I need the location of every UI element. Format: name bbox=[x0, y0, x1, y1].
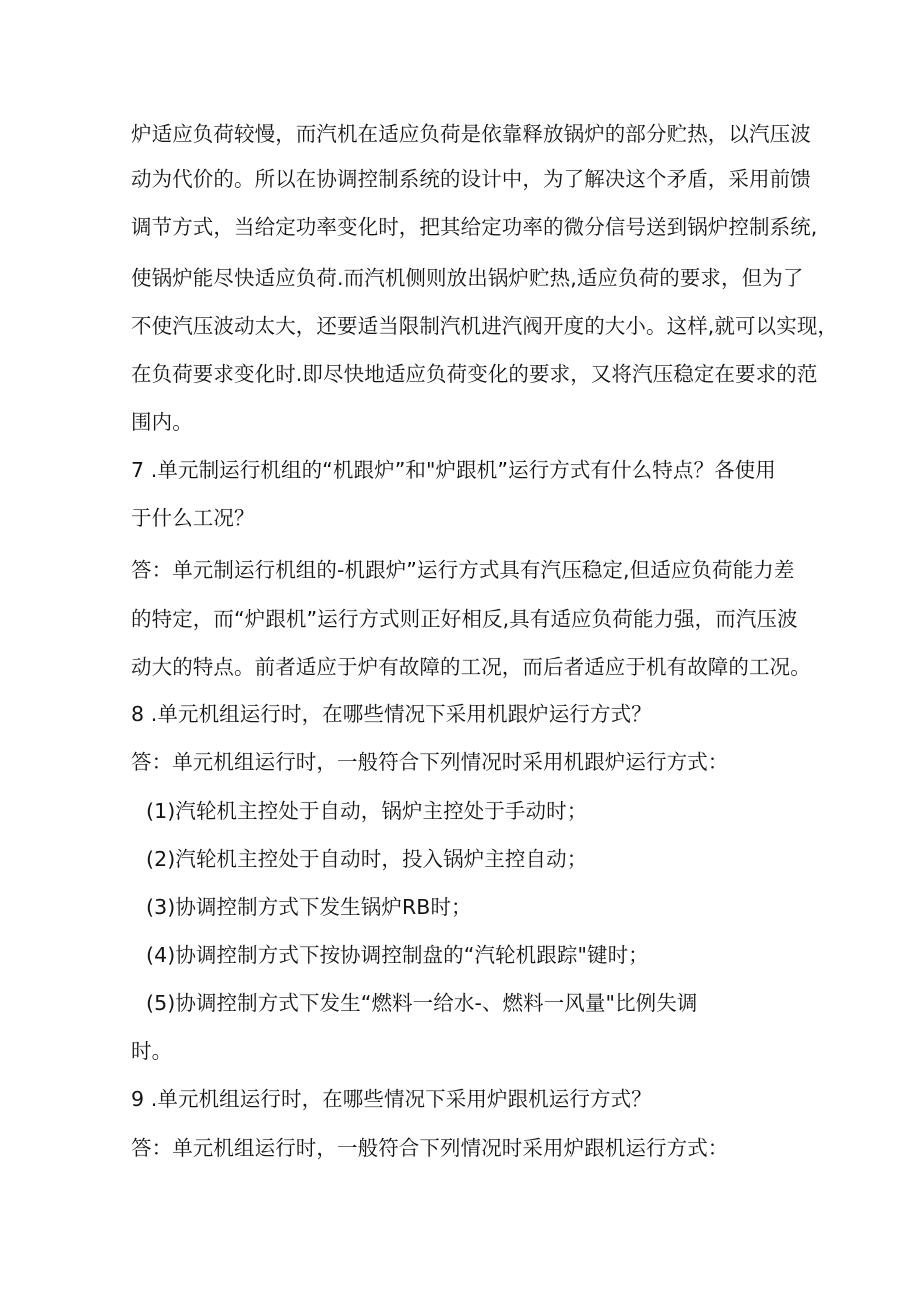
answer-text: 动大的特点。前者适应于炉有故障的工况，而后者适应于机有故障的工况。 bbox=[131, 655, 811, 679]
text-line: 围内。 bbox=[131, 410, 193, 434]
list-item-continuation: 时。 bbox=[131, 1039, 173, 1063]
list-item: (2)汽轮机主控处于自动时，投入锅炉主控自动； bbox=[146, 847, 588, 871]
question-heading: 8 .单元机组运行时，在哪些情况下采用机跟炉运行方式？ bbox=[131, 702, 652, 726]
list-item: (1)汽轮机主控处于自动，锅炉主控处于手动时； bbox=[146, 799, 588, 823]
question-heading: 于什么工况？ bbox=[131, 506, 255, 530]
text-line: 在负荷要求变化时.即尽快地适应负荷变化的要求，又将汽压稳定在要求的范 bbox=[131, 362, 818, 386]
text-line: 炉适应负荷较慢，而汽机在适应负荷是依靠释放锅炉的部分贮热，以汽压波 bbox=[131, 122, 811, 146]
answer-text: 答：单元机组运行时，一般符合下列情况时采用机跟炉运行方式： bbox=[131, 750, 729, 774]
list-item: (4)协调控制方式下按协调控制盘的“汽轮机跟踪"键时； bbox=[146, 943, 649, 967]
question-heading: 9 .单元机组运行时，在哪些情况下采用炉跟机运行方式？ bbox=[131, 1087, 652, 1111]
text-line: 不使汽压波动太大，还要适当限制汽机进汽阀开度的大小。这样,就可以实现， bbox=[131, 314, 839, 338]
answer-text: 答：单元制运行机组的-机跟炉”运行方式具有汽压稳定,但适应负荷能力差 bbox=[131, 558, 795, 582]
list-item: (3)协调控制方式下发生锅炉RB时； bbox=[146, 895, 472, 919]
question-heading: 7 .单元制运行机组的“机跟炉”和"炉跟机”运行方式有什么特点？各使用 bbox=[131, 458, 776, 482]
text-line: 动为代价的。所以在协调控制系统的设计中，为了解决这个矛盾，采用前馈 bbox=[131, 167, 811, 191]
list-item: (5)协调控制方式下发生“燃料一给水-、燃料一风量"比例失调 bbox=[146, 991, 698, 1015]
answer-text: 答：单元机组运行时，一般符合下列情况时采用炉跟机运行方式： bbox=[131, 1136, 729, 1160]
text-line: 使锅炉能尽快适应负荷.而汽机侧则放出锅炉贮热,适应负荷的要求，但为了 bbox=[131, 266, 804, 290]
answer-text: 的特定，而“炉跟机”运行方式则正好相反,具有适应负荷能力强，而汽压波 bbox=[131, 607, 798, 631]
text-line: 调节方式，当给定功率变化时，把其给定功率的微分信号送到锅炉控制系统, bbox=[131, 215, 818, 239]
